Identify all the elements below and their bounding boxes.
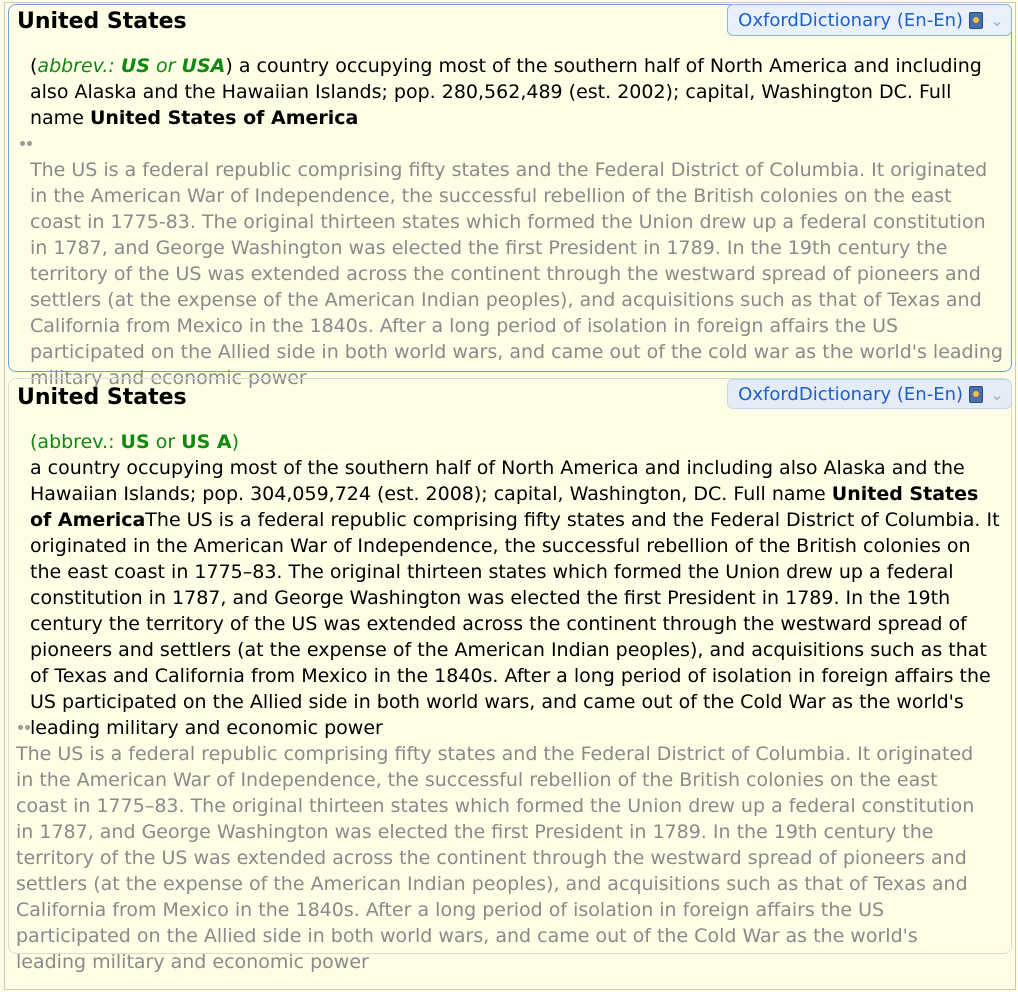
- abbrev-us-1[interactable]: US: [120, 55, 150, 77]
- article-card-1: [8, 4, 1012, 389]
- abbrev-line-2: (abbrev.: US or US A): [30, 431, 240, 453]
- full-name-1: United States of America: [89, 107, 359, 129]
- abbrev-label-1: abbrev.:: [37, 55, 115, 77]
- abbrev-usa-1[interactable]: USA: [181, 55, 226, 77]
- definition-tail-2: The US is a federal republic comprising fifty states and the Federal District of Columbia. It originated in the American War of Independence, the successful rebellion of the British colonies on the east coast in 1775–83. The original thirteen states which formed the Union drew up a federal constitution in 1787, and George Washington was elected the first President in 1789. In the 19th century the territory of the US was extended across the continent through the westward spread of pioneers and settlers (at the expense of the American Indian peoples), and acquisitions such as that of Texas and California from Mexico in the 1840s. After a long period of isolation in foreign affairs the US participated on the Allied side in both world wars, and came out of the Cold War as the world's leading military and economic power: [30, 509, 1000, 739]
- abbrev-usa-2[interactable]: US A: [181, 431, 232, 453]
- book-icon: [969, 12, 983, 29]
- dictionary-tab-1[interactable]: [727, 4, 1012, 36]
- definition-text-2: a country occupying most of the southern half of North America and including also Alaska and the Hawaiian Islands; pop. 304,059,724 (est. 2008); capital, Washington, DC. Full name: [30, 457, 965, 505]
- definition-1: (abbrev.: US or USA) a country occupying most of the southern half of North America and including also Alaska and the Hawaiian Islands; pop. 280,562,489 (est. 2002); capital, Washington DC. Full name United States of America: [30, 55, 982, 129]
- note-2: The US is a federal republic comprising fifty states and the Federal District of Columbia. It originated in the American War of Independence, the successful rebellion of the British colonies on the east coast in 1775–83. The original thirteen states which formed the Union drew up a federal constitution in 1787, and George Washington was elected the first President in 1789. In the 19th century the territory of the US was extended across the continent through the westward spread of pioneers and settlers (at the expense of the American Indian peoples), and acquisitions such as that of Texas and California from Mexico in the 1840s. After a long period of isolation in foreign affairs the US participated on the Allied side in both world wars, and came out of the Cold War as the world's leading military and economic power: [16, 743, 975, 973]
- dictionary-name-2[interactable]: OxfordDictionary (En-En): [738, 383, 963, 405]
- abbrev-us-2[interactable]: US: [120, 431, 150, 453]
- abbrev-or-2: or: [155, 431, 176, 453]
- more-dots-icon: [17, 725, 33, 731]
- book-icon: [969, 386, 983, 403]
- dictionary-name-1[interactable]: OxfordDictionary (En-En): [738, 9, 963, 31]
- abbrev-or-1: or: [156, 55, 176, 77]
- abbrev-label-2: abbrev.:: [37, 431, 115, 453]
- dictionary-tab-2[interactable]: [727, 379, 1012, 409]
- headword-1: United States: [17, 9, 187, 34]
- note-1: The US is a federal republic comprising fifty states and the Federal District of Columbia. It originated in the American War of Independence, the successful rebellion of the British colonies on the east coast in 1775-83. The original thirteen states which formed the Union drew up a federal constitution in 1787, and George Washington was elected the first President in 1789. In the 19th century the territory of the US was extended across the continent through the westward spread of pioneers and settlers (at the expense of the American Indian peoples), and acquisitions such as that of Texas and California from Mexico in the 1840s. After a long period of isolation in foreign affairs the US participated on the Allied side in both world wars, and came out of the cold war as the world's leading military and economic power: [30, 159, 1003, 389]
- more-dots-icon: [19, 141, 35, 147]
- chevron-down-icon[interactable]: ⌄: [990, 384, 1004, 404]
- article-card-2: [8, 378, 1012, 973]
- definition-text-1: a country occupying most of the southern half of North America and including also Alaska and the Hawaiian Islands; pop. 280,562,489 (est. 2002); capital, Washington DC. Full name: [30, 55, 982, 129]
- full-name-2: United States of America: [30, 483, 979, 531]
- chevron-down-icon[interactable]: ⌄: [990, 10, 1004, 30]
- headword-2: United States: [17, 385, 187, 410]
- definition-2: [30, 455, 1005, 741]
